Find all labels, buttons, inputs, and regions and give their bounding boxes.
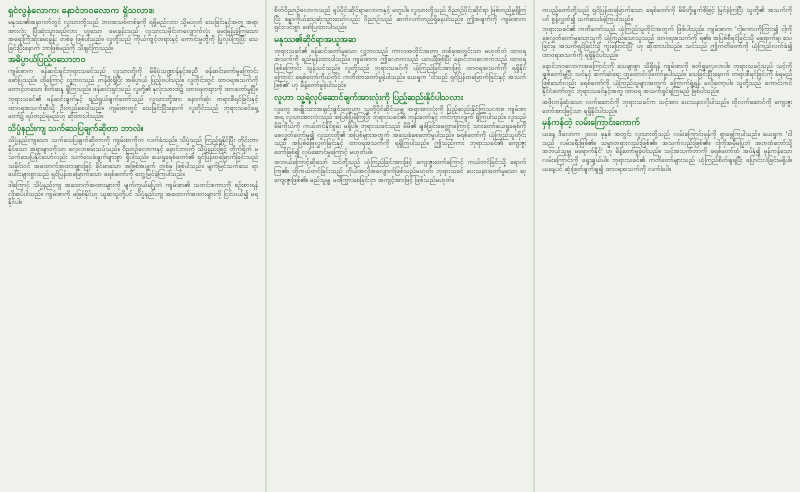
body-paragraph: တပည့်တော်တို့သည် ရှင်ပြန်ထမြောက်သော ခရစ်တော်ကို မိမိတို့မျက်စိဖြင့် မြင်ခဲ့ကြပြီး သူတို့၏ အသက်ကိုပင် စွန့်လွှတ်၍ သက်သေခံခဲ့ကြပါသည်။ bbox=[542, 6, 792, 23]
column-right bbox=[536, 6, 798, 488]
body-paragraph: ယနေ့ ဒီလောက ၂၀၀၀ ခုနှစ် အတွင်း လူသားတို့သည် လမ်းကြောင်းမှန်ကို ရှာဖွေကြပါသည်။ ယေရှုက 'ငါသည် လမ်းခရီးဖြစ်၏။ သမ္မာတရားလည်းဖြစ်၏။ အသက်လည်းဖြစ်၏။ ငါ့ကိုအမှီမပြုဘဲ အဘထံတော်သို့ အဘယ်သူမျှ မရောက်နိုင်' ဟု မိန့်တော်မူခဲ့ပါသည်။ သင့်အသက်တာကို ခရစ်တော်ထံ အပ်နှံ၍ မှန်ကန်သော လမ်းကြောင်းကို ရွေးချယ်ပါ။ ဘုရားသခင်၏ ကတိတော်များသည် ယုံကြည်စိတ်ချရပြီး ပြောင်းလဲခြင်းမရှိပါ။ ယနေ့ပင် ဆုံးဖြတ်ချက်ချ၍ ထာဝရအသက်ကို လက်ခံပါ။ bbox=[542, 130, 792, 173]
body-paragraph: သိပ္ပံနည်းကျသော သက်သေပြချက်ဆိုတာကို ကျမ်းစာကိုက လက်ခံသည်။ သိပ္ပံသည် ကြည့်ရှုနိုင်ပြီး တိုင်းတာနိုင်သော အရာများကိုသာ လေ့လာစမ်းသပ်သည်။ ဝိညာဉ်လောကနှင့် နောင်ဘဝကို သိပ္ပံနည်းဖြင့် တိုက်ရိုက် မသက်သေပြနိုင်သော်လည်း သက်သေခံချက်များစွာ ရှိပါသည်။ ယေရှုခရစ်တော်၏ ရှင်ပြန်ထမြောက်ခြင်းသည် သမိုင်းဝင် အထောက်အထားများဖြင့် ခိုင်မာသော အဖြစ်အပျက် တစ်ခု ဖြစ်ပါသည်။ မျက်မြင်သက်သေ ရာပေါင်းများစွာသည် ရှင်ပြန်ထမြောက်သော ခရစ်တော်ကို တွေ့မြင်ခဲ့ကြပါသည်။ bbox=[8, 135, 258, 179]
body-paragraph: မနုဿ၏အနာဂတ်တွင် လူသားတို့သည် ဘဝအသစ်တစ်ခုကို ရရှိမည်လား၊ သို့မဟုတ် သေခြင်းနှင့်အတူ အရာအားလုံး ပြီးဆုံးသွားမည်လား ဟူသော မေးခွန်းသည် လူသားသမိုင်းတလျှောက်လုံး မေးမြန်းခဲ့ကြသော အရေးကြီးဆုံးမေးခွန်း တစ်ခု ဖြစ်ပါသည်။ လူတို့သည် ကိုယ်ကျင့်တရားနှင့် ကောင်းမှုတို့ကို ပြုလုပ်ကြပြီး သေခြင်းပြီးနောက် ဘာဖြစ်မည်ကို သိချင်ကြသည်။ bbox=[8, 18, 258, 52]
body-paragraph: ဒါကြောင့် သိပ္ပံနည်းကျ အထောက်အထားများကို မျက်ကွယ်မပြုဘဲ ကျမ်းစာ၏ သတင်းစကားကို စဉ်းစားရန် လိုအပ်ပါသည်။ ကျမ်းစာကို မဖြစ်နိုင်ဟု ယူဆသူတို့ပင် သိပ္ပံနည်းကျ အထောက်အထားများကို ငြင်းပယ်၍ မရနိုင်ပါ။ bbox=[8, 180, 258, 207]
fold-line bbox=[265, 0, 267, 492]
section-heading: မှန်ကန်တဲ့ လမ်းကြောင်းကောက် bbox=[542, 118, 640, 129]
body-paragraph: လူတွေ အမျိုးသားအချင်းချင်းတွေဟာ သူတို့ပိုင်ဆိုင်သမျှ အရာအားလုံးကို ပြည့်ဆည်းနိုင်ကြသလား။ ကျမ်းစာအရ လူသားအားလုံးသည် အပြစ်ပြုမိကြပြီး ဘုရားသခင်၏ ဘုန်းတော်နှင့် ကင်းကွာလျက် ရှိကြပါသည်။ လူသည် မိမိကိုယ်ကို ကယ်တင်နိုင်စွမ်း မရှိပါ။ ဘုရားသခင်သည် မိမိ၏ ချစ်ခြင်းမေတ္တာကြောင့် သားတော်ယေရှုခရစ်ကို စေလွှတ်တော်မူ၍ လူသားတို့၏ အပြစ်များအတွက် အသေခံစေတော်မူပါသည်။ ခရစ်တော်ကို ယုံကြည်သူတိုင်းသည် အပြစ်ဖြေလွှတ်ခြင်းနှင့် ထာဝရအသက်ကို ရရှိကြပါသည်။ ဤသည်ကား ဘုရားသခင်၏ ကျေးဇူးတော်ဖြစ်၍ လုပ်ဆောင်မှုကြောင့် မဟုတ်ပါ။ bbox=[274, 104, 526, 156]
body-paragraph: စိတ်ဝိညာဉ်လောကသည် ရုပ်ပိုင်းဆိုင်ရာလောကနှင့် မတူပါ။ လူသားတို့သည် ဝိညာဉ်ပိုင်းဆိုင်ရာ ဖြစ်တည်မှုရှိကြပြီး ခန္ဓာကိုယ်သေဆုံးသွားသော်လည်း ဝိညာဉ်သည် ဆက်လက်တည်ရှိနေပါသည်။ ဤအချက်ကို ကျမ်းစာက ရှင်းလင်းစွာ ဖော်ပြထားပါသည်။ bbox=[274, 6, 526, 32]
body-paragraph: ကျမ်းစာက ဖန်ဆင်းရှင်ဘုရားသခင်သည် လူသားတို့ကို မိမိပုံသဏ္ဍာန်နှင့်အညီ ဖန်ဆင်းတော်မူကြောင်း ဖော်ပြသည်။ ထိုကြောင့် လူ့ဘဝသည် တန်ဖိုးရှိပြီး အဓိပ္ပာယ် ပြည့်ဝပါသည်။ လူတိုင်းတွင် ထာဝရအသက်ကို တောင့်တသော စိတ်ဆန္ဒ ရှိကြသည်။ ဖန်ဆင်းရှင်သည် လူတို့၏ နှလုံးသားထဲ၌ ထာဝရတရားကို ထားတော်မူပြီ။ bbox=[8, 67, 258, 93]
body-paragraph: ဘုရားသခင်၏ ဖန်ဆင်းချက်နှင့် ရည်ရွယ်ချက်တော်သည် လူသားတို့အား နောက်ဆုံး တရားစီရင်ခြင်းနှင့် ထာဝရအသက်ဆီသို့ ဦးတည်စေပါသည်။ ကျမ်းစာတွင် သေခြင်းပြီးနောက် လူတိုင်းသည် ဘုရားသခင်ရှေ့တော်၌ ရပ်တည်ရမည်ဟု ဆိုထားပါသည်။ bbox=[8, 95, 258, 121]
column-middle bbox=[268, 6, 532, 488]
body-paragraph: အဖိုးတန်ဆုံးသော လက်ဆောင်ကို ဘုရားသခင်က သင့်အား ပေးသနားလိုပါသည်။ ထိုလက်ဆောင်ကို ကျေးဇူးတော်အားဖြင့်သာ ရရှိနိုင်ပါသည်။ bbox=[542, 97, 792, 115]
section-heading: အဓိပ္ပာယ်ပြည့်ဝသောဘဝ bbox=[8, 55, 86, 66]
section-heading: လူဟာ သူ့ရဲ့လုပ်ဆောင်ချက်အားလုံးကို ပြည့်ဆည်းနိုင်ပါသလား bbox=[274, 92, 464, 103]
body-paragraph: အဘယ်ကြောင့်ဆိုသော် သင်တို့သည် ယုံကြည်ခြင်းအားဖြင့် ကျေးဇူးတော်ကြောင့် ကယ်တင်ခြင်းသို့ ရောက်ကြ၏။ ထိုကယ်တင်ခြင်းသည် ကိုယ်အလိုအလျောက်ဖြစ်သည်မဟုတ်၊ ဘုရားသခင် ပေးသနားတော်မူသော ဆုကျေးဇူးဖြစ်၏။ မည်သူမျှ မဝါကြွားစေခြင်းငှာ အကျင့်အားဖြင့် ဖြစ်သည်မဟုတ်။ bbox=[274, 158, 526, 184]
body-paragraph: ဘုရားသခင်၏ ကတိတော်သည် ယုံကြည်သူတိုင်းအတွက် ဖြစ်ပါသည်။ ကျမ်းစာက 'ငါ့စကားကိုကြား၍ ငါ့ကိုစေလွှတ်တော်မူသောသူကို ယုံကြည်သောသူသည် ထာဝရအသက်ကို ရ၏။ အပြစ်စီရင်ခြင်းသို့ မရောက်ရ၊ သေခြင်းမှ အသက်ရှင်ခြင်းသို့ ကူးပြောင်းပြီ' ဟု ဆိုထားပါသည်။ သင်သည် ဤကတိတော်ကို ယုံကြည်လက်ခံ၍ ထာဝရအသက်ကို ရရှိနိုင်ပါသည်။ bbox=[542, 25, 792, 59]
tract-title: ရှင်လွန်လောက၊ နောင်ဘဝလောက ရှိသလား။ bbox=[8, 6, 154, 16]
fold-line bbox=[533, 0, 535, 492]
section-heading: မနုဿ၏ဆိုင်ရာအယူအဆ bbox=[274, 34, 356, 45]
column-left bbox=[2, 6, 264, 488]
body-paragraph: ဘုရားသခင်၏ ဖန်ဆင်းတော်မူသော လူ့ဘဝသည် ကာလအတိုင်းအတာ တစ်ခုအတွင်းသာ မဟုတ်ဘဲ ထာဝရအသက်ကို ရည်မှန်းထားပါသည်။ ကျမ်းစာက ဤလောကသည် ယာယီဖြစ်ပြီး နောင်ဘဝလောကသည် ထာဝရ ဖြစ်ကြောင်း သွန်သင်သည်။ လူတို့သည် ဘုရားသခင်ကို ယုံကြည်ခြင်းအားဖြင့် ထာဝရအသက်ကို ရရှိနိုင်ကြောင်း ခရစ်တော်ကိုယ်တိုင် ကတိထားတော်မူခဲ့ပါသည်။ ယေရှုက 'ငါသည် ရှင်ပြန်ထမြောက်ခြင်းနှင့် အသက်ဖြစ်၏' ဟု မိန့်တော်မူခဲ့ပါသည်။ bbox=[274, 46, 526, 90]
body-paragraph: နောင်ဘဝလောကအကြောင်းကို သေချာစွာ သိရှိရန် ကျမ်းစာကို ဖတ်ရှုလေ့လာပါ။ ဘုရားသခင်သည် သင့်ကို ချစ်တော်မူပြီး သင်နှင့် ဆက်ဆံရေး ထူထောင်လိုတော်မူပါသည်။ သေခြင်းပြီးနောက် တရားစီရင်ခြင်းကို ခံရမည်ဖြစ်သော်လည်း ခရစ်တော်ကို ယုံကြည်သူများအတွက် ကြောက်ရွံ့ရန် မလိုတော့ပါ။ သူတို့သည် ကောင်းကင်နိုင်ငံတော်တွင် ဘုရားသခင်နှင့်အတူ ထာဝရ အသက်ရှင်ရကြမည် ဖြစ်ပါသည်။ bbox=[542, 61, 792, 96]
section-heading: သိပ္ပံနည်းကျ သက်သေပြချက်ဆိုတာ ဘာလဲ။ bbox=[8, 123, 144, 134]
